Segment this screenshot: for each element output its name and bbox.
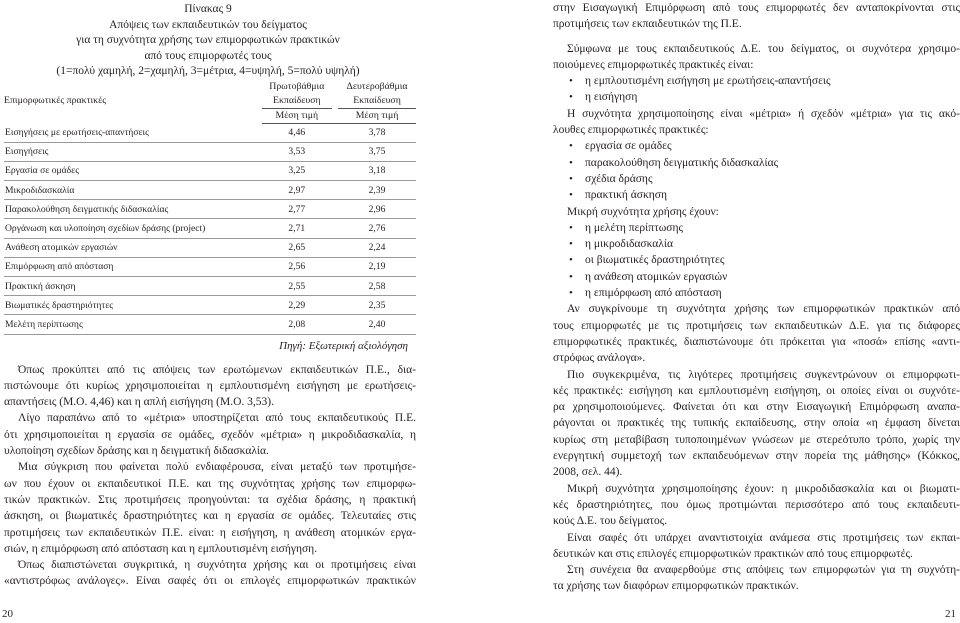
right-paragraph-8: [553, 562, 960, 595]
text-line: Η συχνότητα χρησιμοποίησης είναι «μέτρια» ή σχεδόν «μέτρια» για τις ακό-: [567, 107, 960, 120]
list-item: • η εισήγηση: [553, 89, 960, 105]
value-primary: 2,56: [262, 257, 332, 276]
right-paragraph-7: [553, 530, 960, 563]
table-caption: [0, 2, 416, 80]
text-line: ενεργητική συμμετοχή των εκπαιδευόμενων στην πορεία της μάθησης» (Κόκκος,: [553, 450, 960, 463]
col-secondary-header: [338, 80, 416, 109]
right-paragraph-3: [553, 204, 960, 220]
table-row: [4, 181, 416, 200]
text-line: επιμορφωτικές πρακτικές, διαπιστώνουμε ότι πρόκειται για «ποσά» επίσης «αντι-: [553, 335, 960, 348]
text-line: κές δραστηριότητες, που όμως προτιμώνται περισσότερο από τους εκπαιδευτι-: [553, 498, 960, 511]
list-medium-practices: [553, 138, 960, 203]
caption-line: Απόψεις των εκπαιδευτικών του δείγματος: [109, 18, 307, 31]
right-paragraph-4: [553, 301, 960, 366]
table-row: [4, 161, 416, 180]
text-line: λουθες επιμορφωτικές πρακτικές:: [553, 124, 709, 137]
table-row: [4, 277, 416, 296]
text-line: κυρίως στη μεταβίβαση τυποποιημένων γνώσεων με στερεότυπο τρόπο, χωρίς την: [553, 433, 960, 446]
value-secondary: 2,35: [338, 296, 416, 315]
row-label: Μελέτη περίπτωσης: [4, 315, 262, 334]
table-row: [4, 296, 416, 315]
value-primary: 2,55: [262, 277, 332, 296]
right-paragraph-0: [553, 0, 960, 33]
list-item: • πρακτική άσκηση: [553, 187, 960, 203]
text-line: κές πρακτικές: εισήγηση και εμπλουτισμένη εισήγηση, οι οποίες είναι οι συχνότε-: [553, 384, 960, 397]
text-line: ποιούμενες επιμορφωτικές πρακτικές είναι:: [553, 58, 754, 71]
row-label: Μικροδιδασκαλία: [4, 181, 262, 200]
row-label: Εισηγήσεις: [4, 142, 262, 161]
row-label: Εργασία σε ομάδες: [4, 161, 262, 180]
row-label: Πρακτική άσκηση: [4, 277, 262, 296]
row-label: Οργάνωση και υλοποίηση σχεδίων δράσης (project): [4, 219, 262, 238]
value-secondary: 3,75: [338, 142, 416, 161]
text-line: προτιμήσεις των εκπαιδευτικών της Π.Ε.: [553, 18, 742, 31]
row-label: Παρακολούθηση δειγματικής διδασκαλίας: [4, 200, 262, 219]
value-secondary: 2,58: [338, 277, 416, 296]
practices-table: [4, 80, 416, 335]
list-low-practices: [553, 220, 960, 301]
list-item: • η ανάθεση ατομικών εργασιών: [553, 269, 960, 285]
text-line: υλοποίηση σχεδίων δράσης και η δειγματική διδασκαλία.: [4, 445, 269, 458]
left-paragraph-4: [4, 557, 416, 590]
caption-line: (1=πολύ χαμηλή, 2=χαμηλή, 3=μέτρια, 4=υψηλή, 5=πολύ υψηλή): [56, 65, 360, 77]
caption-line: Πίνακας 9: [184, 3, 232, 15]
text-line: «αντιστρόφως ανάλογες». Είναι σαφές ότι οι επιλογές επιμορφωτικών πρακτικών: [4, 575, 416, 588]
text-line: στην Εισαγωγική Επιμόρφωση από τους επιμορφωτές δεν ανταποκρίνονται στις: [553, 2, 960, 14]
text-line: τους επιμορφωτές με τις προτιμήσεις των εκπαιδευτικών Δ.Ε. για τις διάφορες: [553, 319, 960, 332]
value-secondary: 3,18: [338, 161, 416, 180]
col-secondary-line1: Δευτεροβάθμια: [346, 80, 408, 92]
row-header: Επιμορφωτικές πρακτικές: [4, 95, 107, 107]
left-body-text: [0, 362, 416, 590]
sub-header-mean-secondary: Μέση τιμή: [338, 108, 416, 123]
text-line: δευτικών και στις επιλογές επιμορφωτικών πρακτικών από τους επιμορφωτές.: [553, 547, 913, 560]
table-row: [4, 123, 416, 142]
value-secondary: 3,78: [338, 123, 416, 142]
value-primary: 3,25: [262, 161, 332, 180]
col-primary-line1: Πρωτοβάθμια: [269, 80, 325, 92]
value-secondary: 2,76: [338, 219, 416, 238]
right-paragraph-5: [553, 367, 960, 481]
col-secondary-line2: Εκπαίδευση: [353, 94, 401, 106]
text-line: Μια σύγκριση που φαίνεται πολύ ενδιαφέρουσα, είναι μεταξύ των προτιμήσε-: [18, 461, 416, 474]
text-line: τικών πρακτικών. Στις προτιμήσεις προηγούνται: τα σχέδια δράσης, η πρακτική: [4, 493, 416, 506]
value-secondary: 2,40: [338, 315, 416, 334]
text-line: Μικρή συχνότητα χρήσης έχουν:: [567, 205, 719, 218]
text-line: ράγονται οι πρακτικές της τυπικής εκπαίδευσης, στην οποία «η έμφαση δίνεται: [553, 417, 960, 430]
value-primary: 2,77: [262, 200, 332, 219]
list-item: • η μικροδιδασκαλία: [553, 236, 960, 252]
text-line: άσκηση, οι βιωματικές δραστηριότητες και η εργασία σε ομάδες. Τελευταίες στις: [4, 510, 416, 523]
list-item: • η εμπλουτισμένη εισήγηση με ερωτήσεις-απαντήσεις: [553, 73, 960, 89]
left-paragraph-2: [4, 410, 416, 459]
row-label: Ανάθεση ατομικών εργασιών: [4, 238, 262, 257]
text-line: Σύμφωνα με τους εκπαιδευτικούς Δ.Ε. του δείγματος, οι συχνότερα χρησιμο-: [567, 42, 960, 55]
list-item: • παρακολούθηση δειγματικής διδασκαλίας: [553, 155, 960, 171]
col-primary-line2: Εκπαίδευση: [272, 94, 321, 106]
text-line: Μικρή συχνότητα χρησιμοποίησης έχουν: η μικροδιδασκαλία και οι βιωματι-: [567, 482, 960, 495]
text-line: απαντήσεις (Μ.Ο. 4,46) και η απλή εισήγηση (Μ.Ο. 3,53).: [4, 396, 274, 409]
value-secondary: 2,39: [338, 181, 416, 200]
text-line: κούς Δ.Ε. του δείγματος.: [553, 515, 668, 528]
text-line: στρόφως ανάλογα».: [553, 352, 646, 365]
list-item: • η επιμόρφωση από απόσταση: [553, 285, 960, 301]
text-line: ων που έχουν οι εκπαιδευτικοί Π.Ε. και της συχνότητας χρήσης των επιμορφω-: [4, 477, 416, 490]
text-line: Πιο συγκεκριμένα, τις λιγότερες προτιμήσεις συγκεντρώνουν οι επιμορφωτι-: [567, 368, 960, 381]
value-secondary: 2,96: [338, 200, 416, 219]
left-paragraph-3: [4, 459, 416, 557]
table-body: [4, 123, 416, 334]
caption-line: για τη συχνότητα χρήσης των επιμορφωτικών πρακτικών: [76, 34, 340, 46]
row-label: Επιμόρφωση από απόσταση: [4, 257, 262, 276]
value-primary: 3,53: [262, 142, 332, 161]
text-line: πιστώνουμε ότι κυρίως χρησιμοποιείται η εμπλουτισμένη εισήγηση με ερωτήσεις-: [4, 379, 416, 392]
caption-line: από τους επιμορφωτές τους: [144, 49, 272, 62]
left-paragraph-1: [4, 362, 416, 411]
text-line: Είναι σαφές ότι υπάρχει αναντιστοιχία ανάμεσα στις προτιμήσεις των εκπαι-: [567, 531, 960, 544]
text-line: Όπως διαπιστώνεται συγκριτικά, η συχνότητα χρήσης και οι προτιμήσεις είναι: [18, 559, 416, 572]
value-secondary: 2,19: [338, 257, 416, 276]
sub-header-mean-primary: Μέση τιμή: [262, 108, 332, 123]
table-row: [4, 238, 416, 257]
text-line: σιών, η επιμόρφωση από απόσταση και η εμπλουτισμένη εισήγηση.: [4, 542, 318, 555]
text-line: Στη συνέχεια θα αναφερθούμε στις απόψεις των επιμορφωτών για τη συχνότη-: [567, 564, 960, 577]
left-page: Πίνακας 9 Απόψεις των εκπαιδευτικών του δείγματος για τη συχνότητα χρήσης των επιμορφωτικών πρακτικών από τους επιμορφωτές τους (1=πολύ χαμηλή, 2=χαμηλή, 3=μέτρια, 4=υψηλή, 5=πολύ υψηλή) Επιμορφωτικές πρακτικές Πρωτοβάθμια Εκπαίδευση Δευτεροβάθμια Εκπαίδευση Μέση τιμή Μέση τιμή Εισηγήσεις με ερωτήσεις-απαντήσεις 4,46 3,78 Εισηγήσεις 3,53 3,75 Εργασία σε ομάδες 3,25 3,18 Μικροδιδασκαλία 2,97 2,39 Παρακολούθηση δειγματικής διδασκαλίας 2,77 2,96 Οργάνωση και υλοποίηση σχεδίων δράσης (project) 2,71 2,76 Ανάθεση ατομικών εργασιών 2,65 2,24 Επιμόρφωση από απόσταση 2,56 2,19 Πρακτική άσκηση 2,55 2,58 Βιωματικές δραστηριότητες 2,29 2,35 Μελέτη περίπτωσης 2,08 2,40 Πηγή: Εξωτερική αξιολόγηση Όπως προκύπτει από τις απόψεις των ερωτώμενων εκπαιδευτικών Π.Ε., δια- πιστώνουμε ότι κυρίως χρησιμοποιείται η εμπλουτισμένη εισήγηση με ερωτήσεις- απαντήσεις (Μ.Ο. 4,46) και η απλή εισήγηση (Μ.Ο. 3,53). Λίγο παραπάνω από το «μέτρια» υποστηρίζεται από τους εκπαιδευτικούς Π.Ε. ότι χρησιμοποιείται η εργασία σε ομάδες, σχεδόν «μέτρια» η μικροδιδασκαλία, η υλοποίηση σχεδίων δράσης και η δειγματική διδασκαλία. Μια σύγκριση που φαίνεται πολύ ενδιαφέρουσα, είναι μεταξύ των προτιμήσε- ων που έχουν οι εκπαιδευτικοί Π.Ε. και της συχνότητας χρήσης των επιμορφω- τικών πρακτικών. Στις προτιμήσεις προηγούνται: τα σχέδια δράσης, η πρακτική άσκηση, οι βιωματικές δραστηριότητες και η εργασία σε ομάδες. Τελευταίες στις προτιμήσεις των εκπαιδευτικών Π.Ε. είναι: η εισήγηση, η ανάθεση ατομικών εργα- σιών, η επιμόρφωση από απόσταση και η εμπλουτισμένη εισήγηση. Όπως διαπιστώνεται συγκριτικά, η συχνότητα χρήσης και οι προτιμήσεις είναι «αντιστρόφως ανάλογες». Είναι σαφές ότι οι επιλογές επιμορφωτικών πρακτικών 20: [2, 3, 416, 620]
right-paragraph-1: [553, 41, 960, 74]
table-row: [4, 257, 416, 276]
list-frequent-practices: [553, 73, 960, 106]
text-line: Αν συγκρίνουμε τη συχνότητα χρήσης των επιμορφωτικών πρακτικών από: [567, 303, 960, 316]
row-label: Εισηγήσεις με ερωτήσεις-απαντήσεις: [4, 123, 262, 142]
table-row: [4, 315, 416, 334]
table-row: [4, 142, 416, 161]
list-item: • εργασία σε ομάδες: [553, 138, 960, 154]
right-paragraph-2: [553, 106, 960, 139]
table-row: [4, 219, 416, 238]
right-paragraph-6: [553, 481, 960, 530]
text-line: ρα χρησιμοποιούμενες. Φαίνεται ότι και στην Εισαγωγική Επιμόρφωση αναπα-: [553, 401, 960, 414]
value-secondary: 2,24: [338, 238, 416, 257]
col-primary-header: [262, 80, 332, 109]
text-line: Όπως προκύπτει από τις απόψεις των ερωτώμενων εκπαιδευτικών Π.Ε., δια-: [18, 363, 416, 376]
list-item: • η μελέτη περίπτωσης: [553, 220, 960, 236]
value-primary: 2,71: [262, 219, 332, 238]
table-source: Πηγή: Εξωτερική αξιολόγηση: [279, 339, 408, 352]
text-line: τα χρήσης των διαφόρων επιμορφωτικών πρακτικών.: [553, 580, 799, 593]
right-page: στην Εισαγωγική Επιμόρφωση από τους επιμορφωτές δεν ανταποκρίνονται στις προτιμήσεις των εκπαιδευτικών της Π.Ε. Σύμφωνα με τους εκπαιδευτικούς Δ.Ε. του δείγματος, οι συχνότερα χρησιμο- ποιούμενες επιμορφωτικές πρακτικές είναι: • η εμπλουτισμένη εισήγηση με ερωτήσεις-απαντήσεις • η εισήγηση Η συχνότητα χρησιμοποίησης είναι «μέτρια» ή σχεδόν «μέτρια» για τις ακό- λουθες επιμορφωτικές πρακτικές: • εργασία σε ομάδες • παρακολούθηση δειγματικής διδασκαλίας • σχέδια δράσης • πρακτική άσκηση Μικρή συχνότητα χρήσης έχουν: • η μελέτη περίπτωσης • η μικροδιδασκαλία • οι βιωματικές δραστηριότητες • η ανάθεση ατομικών εργασιών • η επιμόρφωση από απόσταση Αν συγκρίνουμε τη συχνότητα χρήσης των επιμορφωτικών πρακτικών από τους επιμορφωτές με τις προτιμήσεις των εκπαιδευτικών Δ.Ε. για τις διάφορες επιμορφωτικές πρακτικές, διαπιστώνουμε ότι πρόκειται για «ποσά» επίσης «αντι- στρόφως ανάλογα». Πιο συγκεκριμένα, τις λιγότερες προτιμήσεις συγκεντρώνουν οι επιμορφωτι- κές πρακτικές: εισήγηση και εμπλουτισμένη εισήγηση, οι οποίες είναι οι συχνότε- ρα χρησιμοποιούμενες. Φαίνεται ότι και στην Εισαγωγική Επιμόρφωση αναπα- ράγονται οι πρακτικές της τυπικής εκπαίδευσης, στην οποία «η έμφαση δίνεται κυρίως στη μεταβίβαση τυποποιημένων γνώσεων με στερεότυπο τρόπο, χωρίς την ενεργητική συμμετοχή των εκπαιδευόμενων στην πορεία της μάθησης» (Κόκκος, 2008, σελ. 44). Μικρή συχνότητα χρησιμοποίησης έχουν: η μικροδιδασκαλία και οι βιωματι- κές δραστηριότητες, που όμως προτιμώνται περισσότερο από τους εκπαιδευτι- κούς Δ.Ε. του δείγματος. Είναι σαφές ότι υπάρχει αναντιστοιχία ανάμεσα στις προτιμήσεις των εκπαι- δευτικών και στις επιλογές επιμορφωτικών πρακτικών από τους επιμορφωτές. Στη συνέχεια θα αναφερθούμε στις απόψεις των επιμορφωτών για τη συχνότη- τα χρήσης των διαφόρων επιμορφωτικών πρακτικών. 21: [553, 0, 960, 595]
row-label: Βιωματικές δραστηριότητες: [4, 296, 262, 315]
value-primary: 2,08: [262, 315, 332, 334]
value-primary: 4,46: [262, 123, 332, 142]
list-item: • σχέδια δράσης: [553, 171, 960, 187]
value-primary: 2,65: [262, 238, 332, 257]
list-item: • οι βιωματικές δραστηριότητες: [553, 252, 960, 268]
value-primary: 2,29: [262, 296, 332, 315]
text-line: Λίγο παραπάνω από το «μέτρια» υποστηρίζεται από τους εκπαιδευτικούς Π.Ε.: [18, 412, 416, 425]
text-line: ότι χρησιμοποιείται η εργασία σε ομάδες, σχεδόν «μέτρια» η μικροδιδασκαλία, η: [4, 428, 416, 441]
table-row: [4, 200, 416, 219]
value-primary: 2,97: [262, 181, 332, 200]
text-line: προτιμήσεις των εκπαιδευτικών Π.Ε. είναι: η εισήγηση, η ανάθεση ατομικών εργα-: [4, 526, 416, 539]
text-line: 2008, σελ. 44).: [553, 466, 623, 479]
